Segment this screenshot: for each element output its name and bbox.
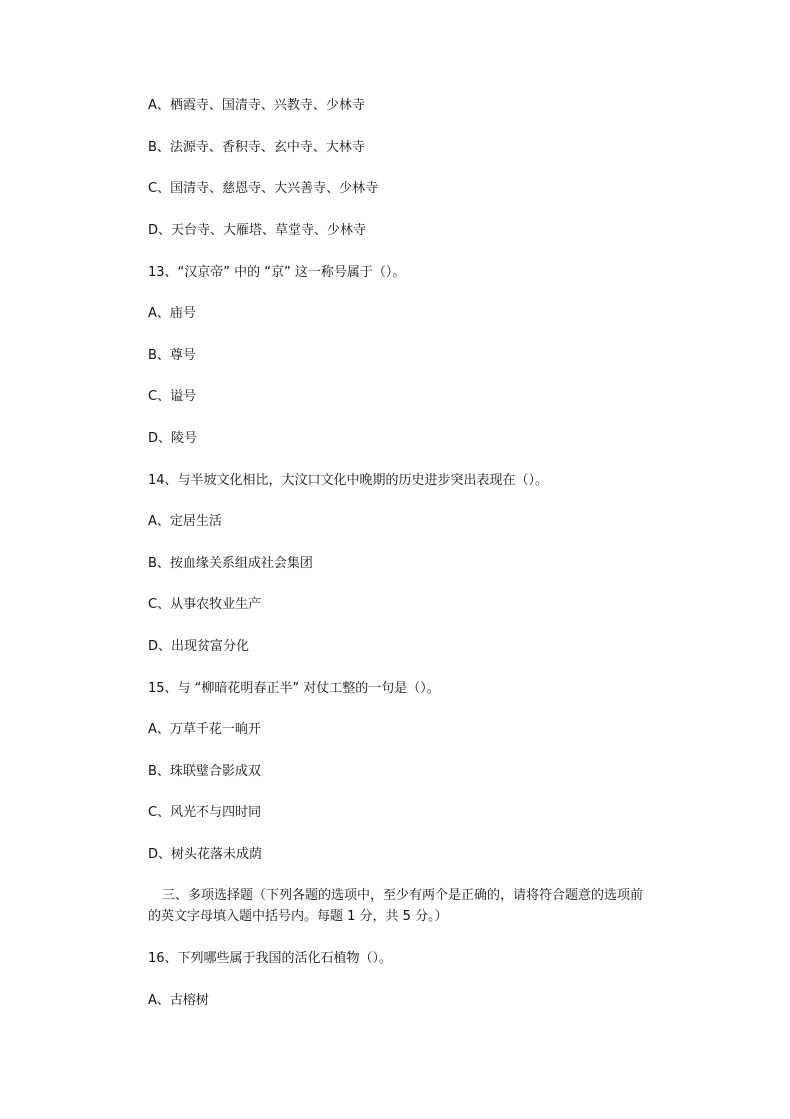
q14-option-c: C、从事农牧业生产 [148,597,262,612]
q14-option-d: D、出现贫富分化 [148,639,250,654]
q13-option-b: B、尊号 [148,348,196,363]
q14-option-a: A、定居生活 [148,514,222,529]
q13-option-a: A、庙号 [148,306,196,321]
q15-option-c: C、风光不与四时同 [148,805,262,820]
q14-stem: 14、与半坡文化相比，大汶口文化中晚期的历史进步突出表现在（）。 [148,473,549,488]
q15-option-d: D、树头花落未成荫 [148,847,263,862]
q15-stem: 15、与 “柳暗花明春正半” 对仗工整的一句是（）。 [148,681,440,696]
q13-option-d: D、陵号 [148,431,198,446]
q13-stem: 13、“汉京帝” 中的 “京” 这一称号属于（）。 [148,265,406,280]
section3-heading-line2: 的英文字母填入题中括号内。每题 1 分，共 5 分。） [148,909,448,924]
q12-option-d: D、天台寺、大雁塔、草堂寺、少林寺 [148,223,367,238]
section3-heading-line1: 三、多项选择题（下列各题的选项中，至少有两个是正确的，请将符合题意的选项前 [162,888,644,903]
q13-option-c: C、谥号 [148,389,197,404]
q15-option-b: B、珠联璧合影成双 [148,764,261,779]
q12-option-b: B、法源寺、香积寺、玄中寺、大林寺 [148,140,365,155]
q12-option-a: A、栖霞寺、国清寺、兴教寺、少林寺 [148,98,365,113]
q15-option-a: A、万草千花一晌开 [148,722,261,737]
q16-option-a: A、古榕树 [148,993,209,1008]
q16-stem: 16、下列哪些属于我国的活化石植物（）。 [148,951,393,966]
q14-option-b: B、按血缘关系组成社会集团 [148,556,313,571]
q12-option-c: C、国清寺、慈恩寺、大兴善寺、少林寺 [148,181,379,196]
